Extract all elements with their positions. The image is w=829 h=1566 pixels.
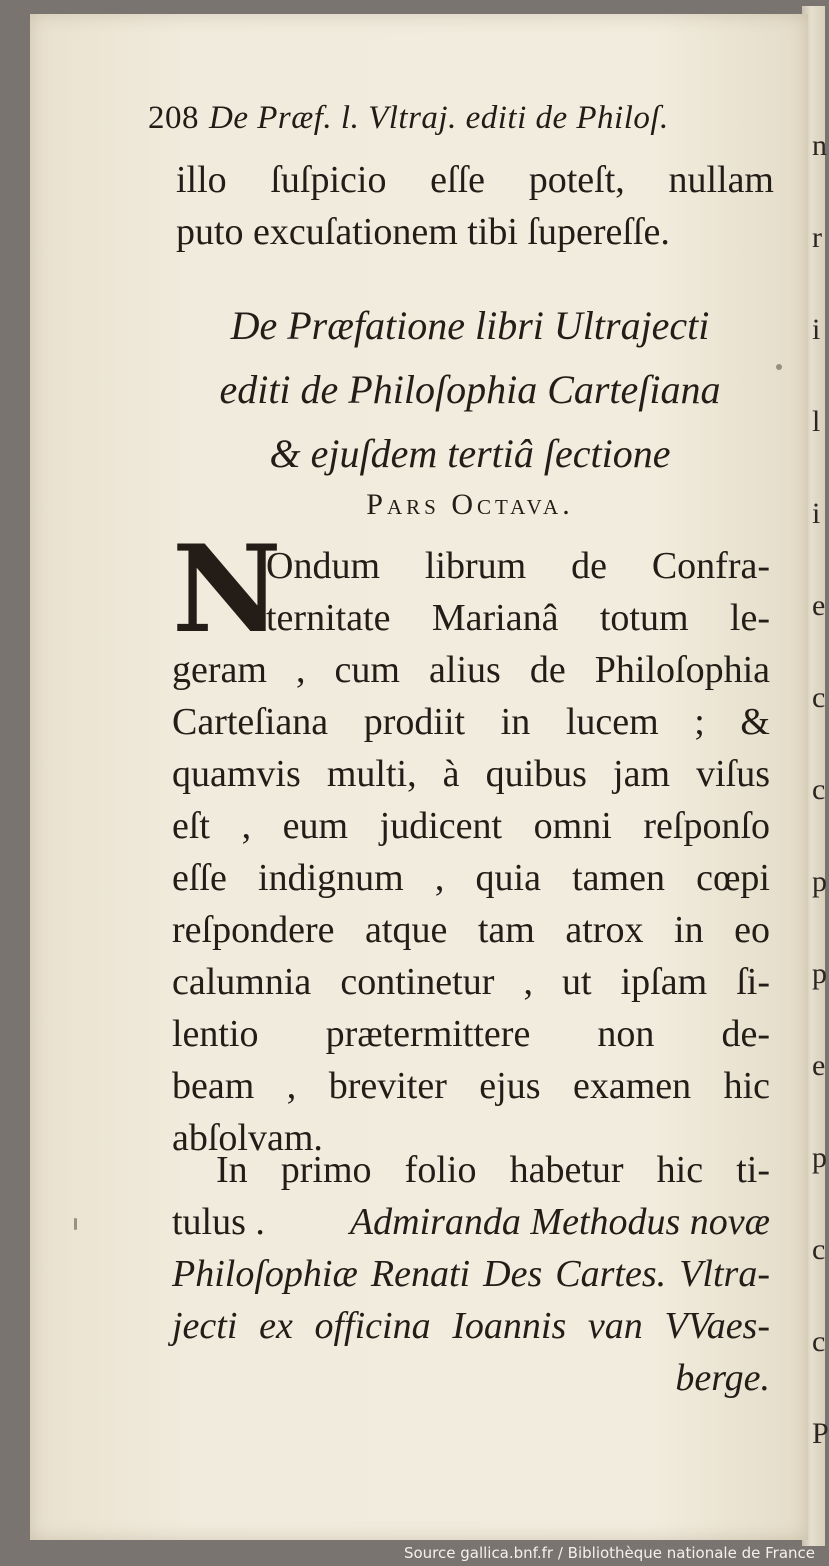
- drop-cap: N: [172, 519, 282, 660]
- text-line: calumnia continetur , ut ipſam ſi-: [172, 961, 770, 1003]
- ink-speck: [776, 364, 782, 370]
- text-line: eſt , eum judicent omni reſponſo: [172, 805, 770, 847]
- text-line: ternitate Marianâ totum le-: [266, 597, 770, 639]
- text-line: abſolvam.: [172, 1117, 323, 1159]
- text-line: Philoſophiæ Renati Des Cartes. Vltra-: [172, 1253, 770, 1295]
- section-title-line: editi de Philoſophia Carteſiana: [219, 367, 721, 412]
- section-title-line: & ejuſdem tertiâ ſectione: [269, 431, 671, 476]
- text-line: lentio prætermittere non de-: [172, 1013, 770, 1055]
- text-line: In primo folio habetur hic ti-: [216, 1149, 770, 1191]
- text-segment-italic: Admiranda Methodus novæ: [349, 1201, 770, 1243]
- text-segment: tulus .: [172, 1201, 265, 1243]
- running-title: De Præf. l. Vltraj. editi de Philoſ.: [209, 100, 669, 136]
- text-line: geram , cum alius de Philoſophia: [172, 649, 770, 691]
- text-line: Ondum librum de Confra-: [266, 545, 770, 587]
- text-line: [172, 1196, 770, 1248]
- intro-text: [176, 154, 774, 258]
- text-line: reſpondere atque tam atrox in eo: [172, 909, 770, 951]
- running-header: [148, 100, 778, 137]
- part-heading: Pars Octava.: [366, 488, 574, 521]
- paragraph-1: [172, 644, 770, 1164]
- section-title: [170, 294, 770, 486]
- paragraph-2: [172, 1144, 770, 1404]
- text-line: beam , breviter ejus examen hic: [172, 1065, 770, 1107]
- text-line: illo ſuſpicio eſſe poteſt, nullam: [176, 159, 774, 201]
- paragraph-1-indented: [266, 540, 770, 644]
- ink-speck: [74, 1218, 77, 1230]
- text-line: Carteſiana prodiit in lucem ; &: [172, 701, 770, 743]
- adjacent-page-letters: n r i l i e c c p p e p c c P: [812, 129, 829, 1450]
- text-line: jecti ex officina Ioannis van VVaes-: [172, 1305, 770, 1347]
- text-line: berge.: [675, 1357, 770, 1399]
- text-line: quamvis multi, à quibus jam viſus: [172, 753, 770, 795]
- text-line: puto excuſationem tibi ſupereſſe.: [176, 211, 670, 253]
- source-footer: Source gallica.bnf.fr / Bibliothèque nationale de France: [403, 1544, 815, 1562]
- text-line: eſſe indignum , quia tamen cœpi: [172, 857, 770, 899]
- section-title-line: De Præfatione libri Ultrajecti: [230, 303, 710, 348]
- page-number: 208: [148, 100, 199, 136]
